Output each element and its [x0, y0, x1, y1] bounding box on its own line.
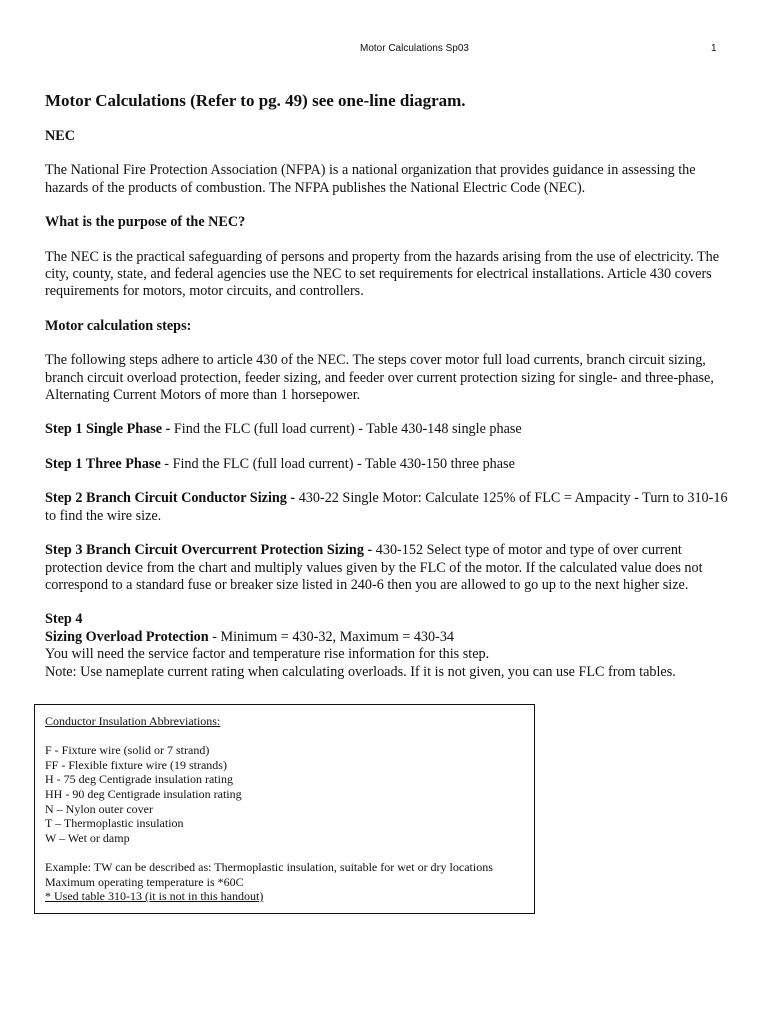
step-label: Step 3 Branch Circuit Overcurrent Protection Sizing -	[45, 542, 373, 559]
abbreviation-item: FF - Flexible fixture wire (19 strands)	[45, 757, 227, 772]
step-4-sub-text: - Minimum = 430-32, Maximum = 430-34	[208, 628, 455, 645]
abbreviation-item: HH - 90 deg Centigrade insulation rating	[45, 786, 242, 801]
step-2-conductor-sizing	[45, 490, 735, 525]
abbreviation-item: N – Nylon outer cover	[45, 801, 153, 816]
step-4-note-line: Note: Use nameplate current rating when calculating overloads. If it is not given, you can use FLC from tables.	[45, 663, 676, 680]
abbreviation-item: W – Wet or damp	[45, 830, 130, 845]
example-line-1: Example: TW can be described as: Thermoplastic insulation, suitable for wet or dry locations	[45, 859, 493, 874]
running-header	[0, 43, 768, 59]
step-4-overload-protection	[45, 611, 735, 681]
document-title: Motor Calculations (Refer to pg. 49) see one-line diagram.	[45, 91, 466, 110]
example-line-2: Maximum operating temperature is *60C	[45, 874, 244, 889]
step-text: Find the FLC (full load current) - Table 430-148 single phase	[170, 421, 522, 438]
steps-heading: Motor calculation steps:	[45, 317, 192, 334]
step-text: 430-152 Select type of motor and type of over current protection device from the chart and multiply values given by the FLC of the motor. If the calculated value does not correspond to a standard fuse or breaker size listed in 240-6 then you are allowed to go up to the next higher size.	[45, 542, 703, 593]
step-4-sizing-line	[45, 629, 735, 646]
abbreviations-title: Conductor Insulation Abbreviations:	[45, 714, 221, 728]
step-3-overcurrent-sizing	[45, 542, 735, 594]
step-4-sub-label: Sizing Overload Protection	[45, 628, 209, 645]
step-1-single-phase	[45, 421, 735, 438]
abbreviation-item: T – Thermoplastic insulation	[45, 816, 184, 831]
header-title: Motor Calculations Sp03	[360, 43, 469, 54]
nec-paragraph: The National Fire Protection Association (NFPA) is a national organization that provides guidance in assessing the hazards of the products of combustion. The NFPA publishes the National Electric Code (NEC).	[45, 162, 696, 196]
step-4-service-factor-line: You will need the service factor and temperature rise information for this step.	[45, 646, 490, 663]
step-text: - Find the FLC (full load current) - Table 430-150 three phase	[160, 455, 515, 472]
page-number: 1	[711, 43, 717, 54]
step-label: Step 1 Single Phase -	[45, 421, 171, 438]
step-4-label: Step 4	[45, 611, 83, 628]
document-body	[45, 90, 735, 681]
step-label: Step 1 Three Phase	[45, 455, 161, 472]
purpose-heading: What is the purpose of the NEC?	[45, 214, 246, 231]
abbreviation-item: F - Fixture wire (solid or 7 strand)	[45, 743, 210, 758]
insulation-abbreviations-box	[34, 704, 535, 914]
steps-intro: The following steps adhere to article 430 of the NEC. The steps cover motor full load currents, branch circuit sizing, branch circuit overload protection, feeder sizing, and feeder over current protection sizing for single- and three-phase, Alternating Current Motors of more than 1 horsepower.	[45, 352, 714, 404]
step-4-label-line	[45, 611, 735, 628]
abbreviations-list	[45, 743, 524, 845]
nec-heading: NEC	[45, 128, 75, 144]
purpose-paragraph: The NEC is the practical safeguarding of persons and property from the hazards arising from the use of electricity. The city, county, state, and federal agencies use the NEC to set requirements for electrical installations. Article 430 covers requirements for motors, motor circuits, and controllers.	[45, 248, 720, 300]
step-1-three-phase	[45, 456, 735, 473]
table-note: * Used table 310-13 (it is not in this handout)	[45, 889, 264, 904]
step-label: Step 2 Branch Circuit Conductor Sizing -	[45, 490, 296, 507]
step-text: 430-22 Single Motor: Calculate 125% of FLC = Ampacity - Turn to 310-16 to find the wire size.	[45, 490, 728, 524]
abbreviation-item: H - 75 deg Centigrade insulation rating	[45, 772, 233, 787]
